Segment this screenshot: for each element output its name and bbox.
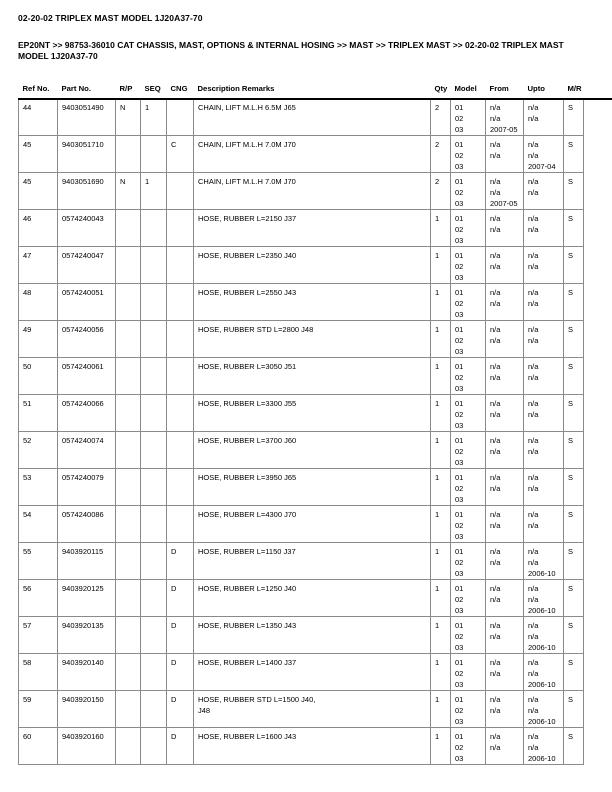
cell-part: 0574240074 [58,431,116,468]
cell-part: 0574240061 [58,357,116,394]
column-header-1: Part No. [61,83,91,93]
cell-upto: n/a n/a [524,357,564,394]
cell-part: 9403051490 [58,98,116,135]
table-row [19,616,584,653]
table-row [19,135,584,172]
cell-model: 01 02 03 [451,468,486,505]
cell-rp [116,135,141,172]
cell-qty: 1 [431,320,451,357]
cell-part: 0574240066 [58,394,116,431]
cell-qty: 2 [431,172,451,209]
cell-from: n/a n/a [486,357,524,394]
cell-from: n/a n/a [486,579,524,616]
cell-seq [141,542,167,579]
cell-part: 9403920150 [58,690,116,727]
cell-desc: HOSE, RUBBER L=2550 J43 [194,283,431,320]
cell-cng: D [167,727,194,764]
cell-mr: S [564,283,584,320]
cell-part: 9403920135 [58,616,116,653]
cell-desc: HOSE, RUBBER STD L=1500 J40, J48 [194,690,431,727]
table-row [19,320,584,357]
cell-upto: n/a n/a 2006-10 [524,579,564,616]
cell-upto: n/a n/a 2006-10 [524,727,564,764]
cell-cng: C [167,135,194,172]
header-rule [18,98,612,100]
cell-qty: 1 [431,431,451,468]
cell-ref: 57 [19,616,58,653]
cell-mr: S [564,135,584,172]
cell-cng [167,394,194,431]
cell-from: n/a n/a [486,727,524,764]
cell-rp [116,616,141,653]
cell-seq [141,690,167,727]
cell-desc: HOSE, RUBBER L=1150 J37 [194,542,431,579]
cell-mr: S [564,690,584,727]
cell-upto: n/a n/a [524,320,564,357]
table-row [19,394,584,431]
cell-mr: S [564,357,584,394]
cell-part: 0574240079 [58,468,116,505]
cell-cng [167,505,194,542]
cell-qty: 1 [431,283,451,320]
cell-part: 9403051690 [58,172,116,209]
cell-desc: CHAIN, LIFT M.L.H 7.0M J70 [194,135,431,172]
cell-desc: HOSE, RUBBER L=3950 J65 [194,468,431,505]
cell-desc: HOSE, RUBBER L=2350 J40 [194,246,431,283]
cell-seq [141,209,167,246]
cell-from: n/a n/a 2007-05 [486,172,524,209]
cell-from: n/a n/a [486,468,524,505]
cell-model: 01 02 03 [451,394,486,431]
cell-mr: S [564,320,584,357]
cell-seq [141,616,167,653]
table-row [19,505,584,542]
cell-part: 0574240051 [58,283,116,320]
cell-qty: 1 [431,616,451,653]
cell-upto: n/a n/a 2006-10 [524,616,564,653]
cell-cng: D [167,616,194,653]
cell-cng [167,98,194,135]
cell-ref: 50 [19,357,58,394]
cell-qty: 1 [431,690,451,727]
cell-qty: 1 [431,653,451,690]
cell-ref: 49 [19,320,58,357]
cell-desc: HOSE, RUBBER L=2150 J37 [194,209,431,246]
cell-ref: 52 [19,431,58,468]
cell-from: n/a n/a [486,505,524,542]
cell-model: 01 02 03 [451,727,486,764]
column-header-5: Description Remarks [197,83,275,93]
cell-cng: D [167,579,194,616]
table-row [19,468,584,505]
cell-rp [116,727,141,764]
page-title: 02-20-02 TRIPLEX MAST MODEL 1J20A37-70 [18,13,203,23]
cell-ref: 55 [19,542,58,579]
column-header-7: Model [454,83,477,93]
cell-seq [141,579,167,616]
cell-qty: 2 [431,135,451,172]
cell-seq [141,653,167,690]
cell-cng: D [167,542,194,579]
column-header-4: CNG [170,83,188,93]
cell-model: 01 02 03 [451,283,486,320]
cell-model: 01 02 03 [451,653,486,690]
cell-ref: 47 [19,246,58,283]
cell-upto: n/a n/a [524,246,564,283]
cell-desc: HOSE, RUBBER L=1400 J37 [194,653,431,690]
table-row [19,98,584,135]
table-row [19,579,584,616]
cell-mr: S [564,727,584,764]
table-row [19,283,584,320]
cell-from: n/a n/a [486,209,524,246]
cell-part: 9403920125 [58,579,116,616]
cell-seq: 1 [141,172,167,209]
cell-model: 01 02 03 [451,172,486,209]
cell-model: 01 02 03 [451,690,486,727]
cell-rp [116,505,141,542]
cell-model: 01 02 03 [451,246,486,283]
cell-seq [141,394,167,431]
cell-cng [167,172,194,209]
table-row [19,431,584,468]
table-row [19,172,584,209]
cell-qty: 1 [431,394,451,431]
cell-cng [167,468,194,505]
breadcrumb: EP20NT >> 98753-36010 CAT CHASSIS, MAST, OPTIONS & INTERNAL HOSING >> MAST >> TRIPLEX MAST >> 02-20-02 TRIPLEX MAST MODEL 1J20A37-70 [18,40,564,61]
cell-upto: n/a n/a 2006-10 [524,690,564,727]
cell-qty: 1 [431,246,451,283]
cell-mr: S [564,431,584,468]
cell-rp [116,579,141,616]
cell-rp [116,468,141,505]
cell-upto: n/a n/a [524,209,564,246]
cell-upto: n/a n/a 2007-04 [524,135,564,172]
cell-mr: S [564,246,584,283]
cell-model: 01 02 03 [451,357,486,394]
cell-from: n/a n/a [486,320,524,357]
cell-upto: n/a n/a 2006-10 [524,653,564,690]
cell-part: 9403920115 [58,542,116,579]
cell-mr: S [564,172,584,209]
cell-rp [116,209,141,246]
cell-model: 01 02 03 [451,98,486,135]
cell-seq [141,246,167,283]
cell-desc: HOSE, RUBBER L=3300 J55 [194,394,431,431]
cell-qty: 1 [431,468,451,505]
cell-seq: 1 [141,98,167,135]
cell-rp [116,357,141,394]
column-header-9: Upto [527,83,546,93]
cell-cng [167,209,194,246]
cell-desc: HOSE, RUBBER L=1350 J43 [194,616,431,653]
table-row [19,246,584,283]
cell-seq [141,135,167,172]
cell-part: 0574240047 [58,246,116,283]
cell-ref: 58 [19,653,58,690]
cell-upto: n/a n/a [524,172,564,209]
cell-desc: HOSE, RUBBER L=3700 J60 [194,431,431,468]
cell-upto: n/a n/a [524,431,564,468]
column-header-8: From [489,83,509,93]
cell-seq [141,431,167,468]
cell-rp [116,320,141,357]
cell-from: n/a n/a [486,246,524,283]
cell-from: n/a n/a 2007-05 [486,98,524,135]
cell-upto: n/a n/a [524,283,564,320]
cell-ref: 60 [19,727,58,764]
cell-mr: S [564,394,584,431]
table-row [19,727,584,764]
cell-rp [116,542,141,579]
cell-seq [141,505,167,542]
column-header-6: Qty [434,83,448,93]
cell-seq [141,357,167,394]
cell-ref: 45 [19,135,58,172]
cell-seq [141,283,167,320]
cell-rp [116,431,141,468]
cell-rp [116,690,141,727]
cell-ref: 53 [19,468,58,505]
cell-qty: 1 [431,209,451,246]
cell-from: n/a n/a [486,394,524,431]
cell-upto: n/a n/a [524,394,564,431]
cell-desc: HOSE, RUBBER L=1250 J40 [194,579,431,616]
cell-part: 0574240056 [58,320,116,357]
cell-ref: 54 [19,505,58,542]
cell-part: 0574240043 [58,209,116,246]
cell-qty: 1 [431,727,451,764]
cell-from: n/a n/a [486,542,524,579]
cell-ref: 46 [19,209,58,246]
cell-part: 9403920160 [58,727,116,764]
cell-cng [167,357,194,394]
cell-cng [167,283,194,320]
cell-rp: N [116,98,141,135]
cell-qty: 2 [431,98,451,135]
cell-cng [167,246,194,283]
cell-from: n/a n/a [486,653,524,690]
table-row [19,209,584,246]
cell-from: n/a n/a [486,616,524,653]
cell-desc: HOSE, RUBBER L=1600 J43 [194,727,431,764]
cell-from: n/a n/a [486,135,524,172]
cell-desc: HOSE, RUBBER L=3050 J51 [194,357,431,394]
cell-upto: n/a n/a [524,98,564,135]
cell-model: 01 02 03 [451,209,486,246]
cell-rp [116,394,141,431]
table-row [19,690,584,727]
cell-ref: 51 [19,394,58,431]
cell-mr: S [564,579,584,616]
cell-qty: 1 [431,579,451,616]
cell-rp [116,283,141,320]
cell-desc: HOSE, RUBBER L=4300 J70 [194,505,431,542]
cell-model: 01 02 03 [451,135,486,172]
table-row [19,542,584,579]
cell-from: n/a n/a [486,690,524,727]
cell-seq [141,320,167,357]
cell-desc: CHAIN, LIFT M.L.H 6.5M J65 [194,98,431,135]
cell-mr: S [564,468,584,505]
cell-mr: S [564,505,584,542]
table-row [19,653,584,690]
cell-upto: n/a n/a [524,505,564,542]
cell-rp: N [116,172,141,209]
cell-desc: CHAIN, LIFT M.L.H 7.0M J70 [194,172,431,209]
table-row [19,357,584,394]
cell-model: 01 02 03 [451,616,486,653]
cell-qty: 1 [431,542,451,579]
cell-ref: 48 [19,283,58,320]
cell-part: 9403920140 [58,653,116,690]
cell-upto: n/a n/a [524,468,564,505]
cell-ref: 44 [19,98,58,135]
cell-model: 01 02 03 [451,431,486,468]
cell-model: 01 02 03 [451,579,486,616]
cell-cng [167,320,194,357]
cell-desc: HOSE, RUBBER STD L=2800 J48 [194,320,431,357]
cell-qty: 1 [431,505,451,542]
cell-rp [116,246,141,283]
cell-ref: 56 [19,579,58,616]
cell-from: n/a n/a [486,431,524,468]
cell-qty: 1 [431,357,451,394]
column-header-2: R/P [119,83,133,93]
cell-ref: 59 [19,690,58,727]
cell-seq [141,727,167,764]
cell-upto: n/a n/a 2006-10 [524,542,564,579]
cell-part: 0574240086 [58,505,116,542]
cell-mr: S [564,616,584,653]
cell-seq [141,468,167,505]
cell-rp [116,653,141,690]
cell-mr: S [564,542,584,579]
cell-mr: S [564,98,584,135]
cell-cng [167,431,194,468]
table-header-row [19,80,584,98]
cell-part: 9403051710 [58,135,116,172]
cell-mr: S [564,209,584,246]
column-header-0: Ref No. [22,83,50,93]
parts-table [18,80,584,765]
cell-model: 01 02 03 [451,505,486,542]
cell-cng: D [167,690,194,727]
column-header-10: M/R [567,83,582,93]
table-body [19,98,584,764]
column-header-3: SEQ [144,83,161,93]
cell-model: 01 02 03 [451,542,486,579]
cell-cng: D [167,653,194,690]
cell-ref: 45 [19,172,58,209]
cell-mr: S [564,653,584,690]
cell-model: 01 02 03 [451,320,486,357]
cell-from: n/a n/a [486,283,524,320]
